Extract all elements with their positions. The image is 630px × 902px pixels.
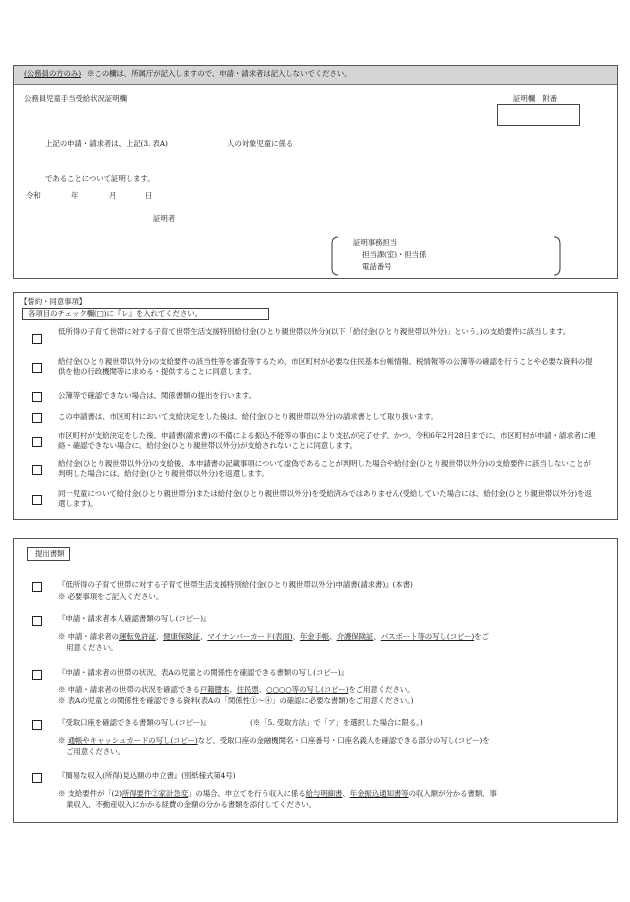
pledge-instruction: 各項目のチェック欄(□)に『レ』を入れてください。	[28, 309, 202, 318]
document-3-note-1: ※ 申請・請求者の世帯の状況を確認できる戸籍謄本、住民票、○○○○等の写し(コピー)をご用意ください。	[58, 685, 415, 694]
document-4-note: ※ 通帳やキャッシュカードの写し(コピー)など、受取口座の金融機関名・口座番号・口座名義人を確認できる部分の写し(コピー)を	[58, 736, 490, 745]
pledge-checkbox-7[interactable]	[32, 495, 42, 505]
date-day-label: 日	[145, 191, 153, 200]
pledge-item-2: 給付金(ひとり親世帯以外分)の支給要件の該当性等を審査等するため、市区町村が必要な住民基本台帳情報、税情報等の公簿等の確認を行うことや必要な資料の提供を他の行政機関等に求める・提供することに同意します。	[58, 357, 593, 376]
pledge-checkbox-2[interactable]	[32, 363, 42, 373]
document-4-condition: (※「5. 受取方法」で「ア」を選択した場合に限る。)	[250, 718, 423, 727]
document-5-note: ※ 支給要件が「(2)所得要件②家計急変」の場合、申立てを行う収入に係る給与明細書、年金振込通知書等の収入額が分かる書類、事	[58, 789, 497, 798]
date-era-label: 令和	[26, 191, 41, 200]
pledge-item-7: 同一児童について給付金(ひとり親世帯分)または給付金(ひとり親世帯以外分)を受給済みではありません(受給していた場合には、給付金(ひとり親世帯以外分)を返還します)。	[58, 489, 592, 508]
cert-attach-number-label: 証明欄 附番	[513, 94, 558, 103]
document-1-title: 『低所得の子育て世帯に対する子育て世帯生活支援特別給付金(ひとり親世帯以外分)申請書(請求書)』(本書)	[58, 580, 413, 589]
document-5-note-cont: 業収入、不動産収入にかかる経費の金額の分かる書類を添付してください。	[66, 800, 316, 809]
document-4-title: 『受取口座を確認できる書類の写し(コピー)』	[58, 718, 211, 727]
pledge-checkbox-3[interactable]	[32, 392, 42, 402]
pledge-item-5: 市区町村が支給決定をした後、申請書(請求書)の不備による振込不能等の事由により支払が完了せず、かつ、令和6年2月28日までに、市区町村が申請・請求者に連絡・確認できない場合に、給付金(ひとり親世帯以外分)が支給されないことに同意します。	[58, 431, 596, 450]
date-month-label: 月	[109, 191, 117, 200]
pledge-item-1: 低所得の子育て世帯に対する子育て世帯生活支援特別給付金(ひとり親世帯以外分)(以下「給付金(ひとり親世帯以外分)」という。)の支給要件に該当します。	[58, 327, 571, 336]
contact-department: 担当課(室)・担当係	[362, 250, 427, 259]
document-checkbox-4[interactable]	[32, 720, 42, 730]
document-2-title: 『申請・請求者本人確認書類の写し(コピー)』	[58, 614, 211, 623]
pledge-item-4: この申請書は、市区町村において支給決定をした後は、給付金(ひとり親世帯以外分)の請求書として取り扱います。	[58, 412, 438, 421]
contact-phone: 電話番号	[362, 262, 392, 271]
cert-statement-line1-b: 人の対象児童に係る	[227, 139, 294, 148]
document-checkbox-5[interactable]	[32, 773, 42, 783]
document-5-title: 『簡易な収入(所得)見込額の申立書』(別紙様式第4号)	[58, 771, 236, 780]
date-year-label: 年	[71, 191, 79, 200]
cert-attach-number-field[interactable]	[497, 104, 580, 126]
pledge-item-6: 給付金(ひとり親世帯以外分)の支給後、本申請書の記載事項について虚偽であることが判明した場合や給付金(ひとり親世帯以外分)の支給要件に該当しないことが判明した場合には、給付金(ひとり親世帯以外分)を返還します。	[58, 459, 591, 478]
document-checkbox-2[interactable]	[32, 616, 42, 626]
pledge-checkbox-6[interactable]	[32, 465, 42, 475]
contact-title: 証明事務担当	[353, 238, 398, 247]
official-header-label: (公務員の方のみ) ※この欄は、所属庁が記入しますので、申請・請求者は記入しないでください。	[24, 69, 352, 78]
document-1-note: ※ 必要事項をご記入ください。	[58, 592, 164, 601]
document-checkbox-3[interactable]	[32, 670, 42, 680]
document-2-note: ※ 申請・請求者の運転免許証、健康保険証、マイナンバーカード(表面)、年金手帳、介護保険証、パスポート等の写し(コピー)をご	[58, 632, 489, 641]
cert-statement-line2: であることについて証明します。	[45, 174, 155, 183]
documents-section-title: 提出書類	[35, 549, 65, 558]
pledge-checkbox-1[interactable]	[32, 334, 42, 344]
certifier-label: 証明者	[153, 214, 176, 223]
cert-statement-line1-a: 上記の申請・請求者は、上記(3. 表A)	[45, 139, 168, 148]
document-checkbox-1[interactable]	[32, 582, 42, 592]
pledge-checkbox-4[interactable]	[32, 413, 42, 423]
document-3-note-2: ※ 表Aの児童との関係性を確認できる資料(表Aの「関係性①〜④」の確認に必要な書類)をご用意ください。)	[58, 696, 414, 705]
pledge-checkbox-5[interactable]	[32, 437, 42, 447]
document-3-title: 『申請・請求者の世帯の状況、表Aの児童との関係性を確認できる書類の写し(コピー)』	[58, 668, 348, 677]
pledge-item-3: 公簿等で確認できない場合は、関係書類の提出を行います。	[58, 391, 256, 400]
document-4-note-cont: ご用意ください。	[66, 747, 125, 756]
official-section-title: 公務員児童手当受給状況証明欄	[24, 94, 127, 103]
pledge-section-title: 【誓約・同意事項】	[20, 297, 87, 306]
document-2-note-cont: 用意ください。	[66, 643, 118, 652]
